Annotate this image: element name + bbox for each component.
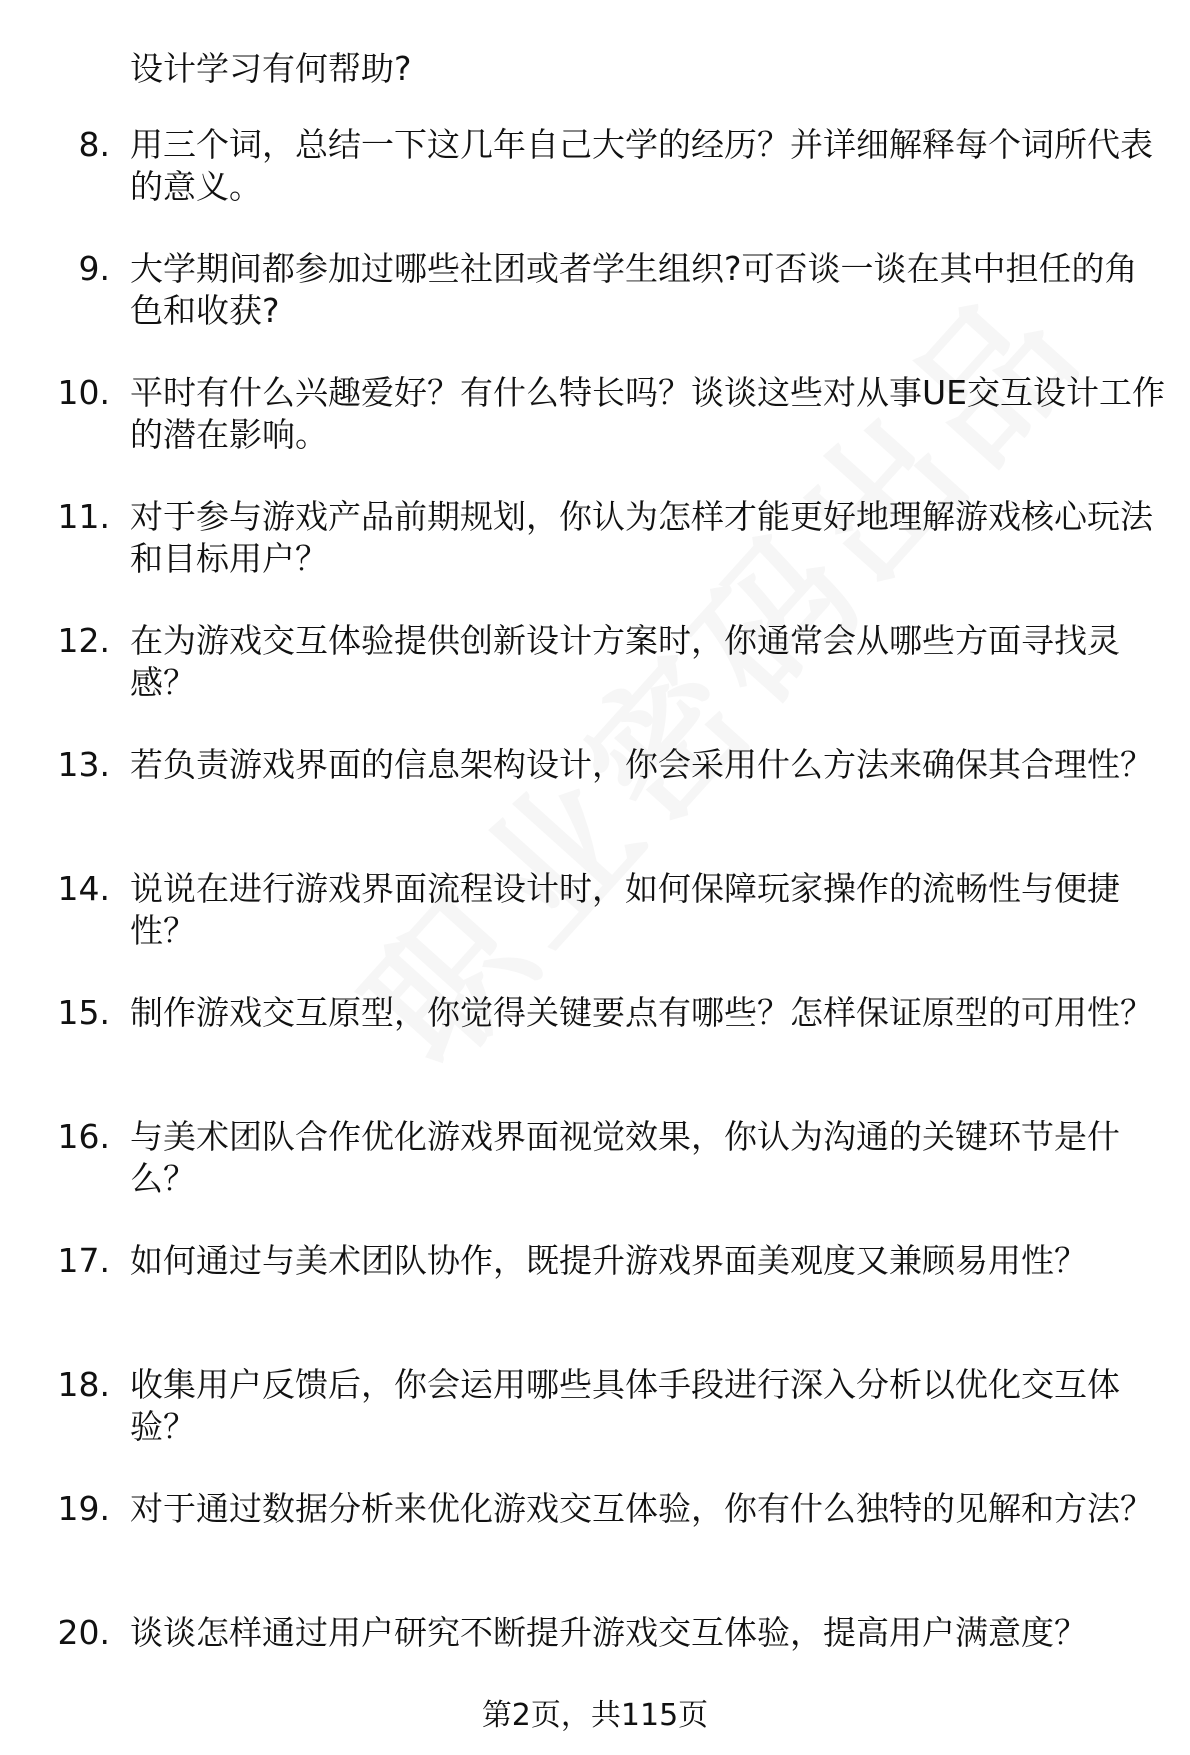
question-text: 大学期间都参加过哪些社团或者学生组织?可否谈一谈在其中担任的角色和收获? <box>130 249 1138 330</box>
question-item <box>0 496 1190 620</box>
question-number: 15. <box>57 993 110 1032</box>
question-item <box>0 620 1190 744</box>
question-text: 在为游戏交互体验提供创新设计方案时，你通常会从哪些方面寻找灵感？ <box>130 621 1120 702</box>
question-text: 谈谈怎样通过用户研究不断提升游戏交互体验，提高用户满意度？ <box>130 1613 1087 1652</box>
question-number: 8. <box>78 125 110 164</box>
question-text: 对于通过数据分析来优化游戏交互体验，你有什么独特的见解和方法？ <box>130 1489 1153 1528</box>
question-number: 16. <box>57 1117 110 1156</box>
question-item <box>0 124 1190 248</box>
question-item <box>0 1364 1190 1488</box>
question-item <box>0 1240 1190 1364</box>
question-item <box>0 992 1190 1116</box>
question-text: 说说在进行游戏界面流程设计时，如何保障玩家操作的流畅性与便捷性？ <box>130 869 1120 950</box>
question-item <box>0 372 1190 496</box>
question-text: 平时有什么兴趣爱好？有什么特长吗？谈谈这些对从事UE交互设计工作的潜在影响。 <box>130 373 1166 454</box>
question-item <box>0 1488 1190 1612</box>
question-item <box>0 868 1190 992</box>
question-item <box>0 248 1190 372</box>
question-number: 12. <box>57 621 110 660</box>
question-number: 10. <box>57 373 110 412</box>
question-list <box>0 124 1190 1736</box>
question-number: 18. <box>57 1365 110 1404</box>
question-number: 9. <box>78 249 110 288</box>
question-text: 用三个词，总结一下这几年自己大学的经历？并详细解释每个词所代表的意义。 <box>130 125 1153 206</box>
question-text: 与美术团队合作优化游戏界面视觉效果，你认为沟通的关键环节是什么？ <box>130 1117 1120 1198</box>
question-item <box>0 744 1190 868</box>
question-text: 对于参与游戏产品前期规划，你认为怎样才能更好地理解游戏核心玩法和目标用户？ <box>130 497 1153 578</box>
question-number: 14. <box>57 869 110 908</box>
continued-question-text: 设计学习有何帮助? <box>130 49 412 88</box>
question-number: 11. <box>57 497 110 536</box>
question-item <box>0 1116 1190 1240</box>
question-number: 19. <box>57 1489 110 1528</box>
question-text: 收集用户反馈后，你会运用哪些具体手段进行深入分析以优化交互体验？ <box>130 1365 1120 1446</box>
question-text: 若负责游戏界面的信息架构设计，你会采用什么方法来确保其合理性？ <box>130 745 1153 784</box>
question-text: 如何通过与美术团队协作，既提升游戏界面美观度又兼顾易用性？ <box>130 1241 1087 1280</box>
question-text: 制作游戏交互原型，你觉得关键要点有哪些？怎样保证原型的可用性？ <box>130 993 1153 1032</box>
question-number: 17. <box>57 1241 110 1280</box>
question-number: 20. <box>57 1613 110 1652</box>
page-footer: 第2页，共115页 <box>481 1698 709 1733</box>
question-number: 13. <box>57 745 110 784</box>
